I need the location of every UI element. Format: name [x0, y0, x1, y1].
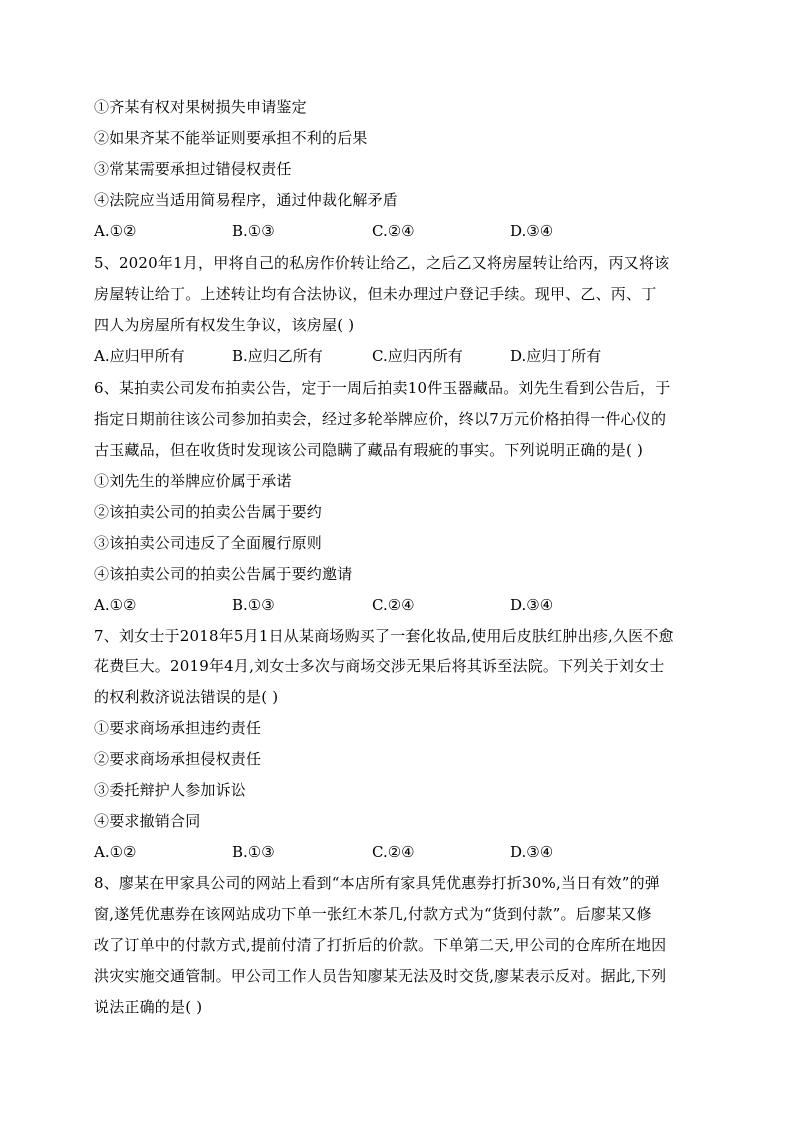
q6-statement-3: ③该拍卖公司违反了全面履行原则 — [94, 534, 323, 552]
q6-option-d: D.③④ — [510, 596, 554, 614]
q7-option-c: C.②④ — [372, 843, 415, 861]
q7-stem-line-1: 7、刘女士于2018年5月1日从某商场购买了一套化妆品,使用后皮肤红肿出疹,久医不愈 — [94, 627, 674, 645]
q6-statement-1: ①刘先生的举牌应价属于承诺 — [94, 472, 292, 490]
q8-stem-line-3: 改了订单中的付款方式,提前付清了打折后的价款。下单第二天,甲公司的仓库所在地因 — [94, 936, 667, 954]
q6-option-b: B.①③ — [232, 596, 275, 614]
q6-statement-2: ②该拍卖公司的拍卖公告属于要约 — [94, 503, 323, 521]
q7-statement-3: ③委托辩护人参加诉讼 — [94, 781, 247, 799]
q5-stem-line-2: 房屋转让给丁。上述转让均有合法协议，但未办理过户登记手续。现甲、乙、丙、丁 — [94, 285, 657, 303]
q4-statement-4: ④法院应当适用简易程序，通过仲裁化解矛盾 — [94, 191, 399, 209]
q6-stem-line-2: 指定日期前往该公司参加拍卖会，经过多轮举牌应价，终以7万元价格拍得一件心仪的 — [94, 410, 667, 428]
q5-option-a: A.应归甲所有 — [94, 347, 185, 365]
q4-statement-1: ①齐某有权对果树损失申请鉴定 — [94, 98, 307, 116]
q7-statement-1: ①要求商场承担违约责任 — [94, 719, 262, 737]
q5-stem-line-3: 四人为房屋所有权发生争议，该房屋( ) — [94, 316, 355, 334]
q6-option-c: C.②④ — [372, 596, 415, 614]
q4-option-d: D.③④ — [510, 222, 554, 240]
q6-stem-line-1: 6、某拍卖公司发布拍卖公告，定于一周后拍卖10件玉器藏品。刘先生看到公告后，于 — [94, 379, 671, 397]
q4-option-c: C.②④ — [372, 222, 415, 240]
q6-option-a: A.①② — [94, 596, 137, 614]
q4-statement-2: ②如果齐某不能举证则要承担不利的后果 — [94, 129, 368, 147]
q4-option-a: A.①② — [94, 222, 137, 240]
q7-option-a: A.①② — [94, 843, 137, 861]
q6-statement-4: ④该拍卖公司的拍卖公告属于要约邀请 — [94, 565, 353, 583]
q7-stem-line-2: 花费巨大。2019年4月,刘女士多次与商场交涉无果后将其诉至法院。下列关于刘女士 — [94, 657, 665, 675]
q4-option-b: B.①③ — [232, 222, 275, 240]
q5-stem-line-1: 5、2020年1月，甲将自己的私房作价转让给乙，之后乙又将房屋转让给丙，丙又将该 — [94, 254, 670, 272]
q6-stem-line-3: 古玉藏品，但在收货时发现该公司隐瞒了藏品有瑕疵的事实。下列说明正确的是( ) — [94, 441, 644, 459]
q4-statement-3: ③常某需要承担过错侵权责任 — [94, 160, 292, 178]
q7-option-d: D.③④ — [510, 843, 554, 861]
q5-option-b: B.应归乙所有 — [232, 347, 323, 365]
q8-stem-line-5: 说法正确的是( ) — [94, 998, 203, 1016]
q8-stem-line-4: 洪灾实施交通管制。甲公司工作人员告知廖某无法及时交货,廖某表示反对。据此,下列 — [94, 967, 667, 985]
q7-stem-line-3: 的权利救济说法错误的是( ) — [94, 688, 279, 706]
q7-option-b: B.①③ — [232, 843, 275, 861]
q5-option-c: C.应归丙所有 — [372, 347, 463, 365]
q7-statement-4: ④要求撤销合同 — [94, 812, 201, 830]
q5-option-d: D.应归丁所有 — [510, 347, 602, 365]
q8-stem-line-1: 8、廖某在甲家具公司的网站上看到“本店所有家具凭优惠券打折30%,当日有效”的弹 — [94, 874, 660, 892]
q7-statement-2: ②要求商场承担侵权责任 — [94, 750, 262, 768]
q8-stem-line-2: 窗,遂凭优惠券在该网站成功下单一张红木茶几,付款方式为“货到付款”。后廖某又修 — [94, 905, 652, 923]
